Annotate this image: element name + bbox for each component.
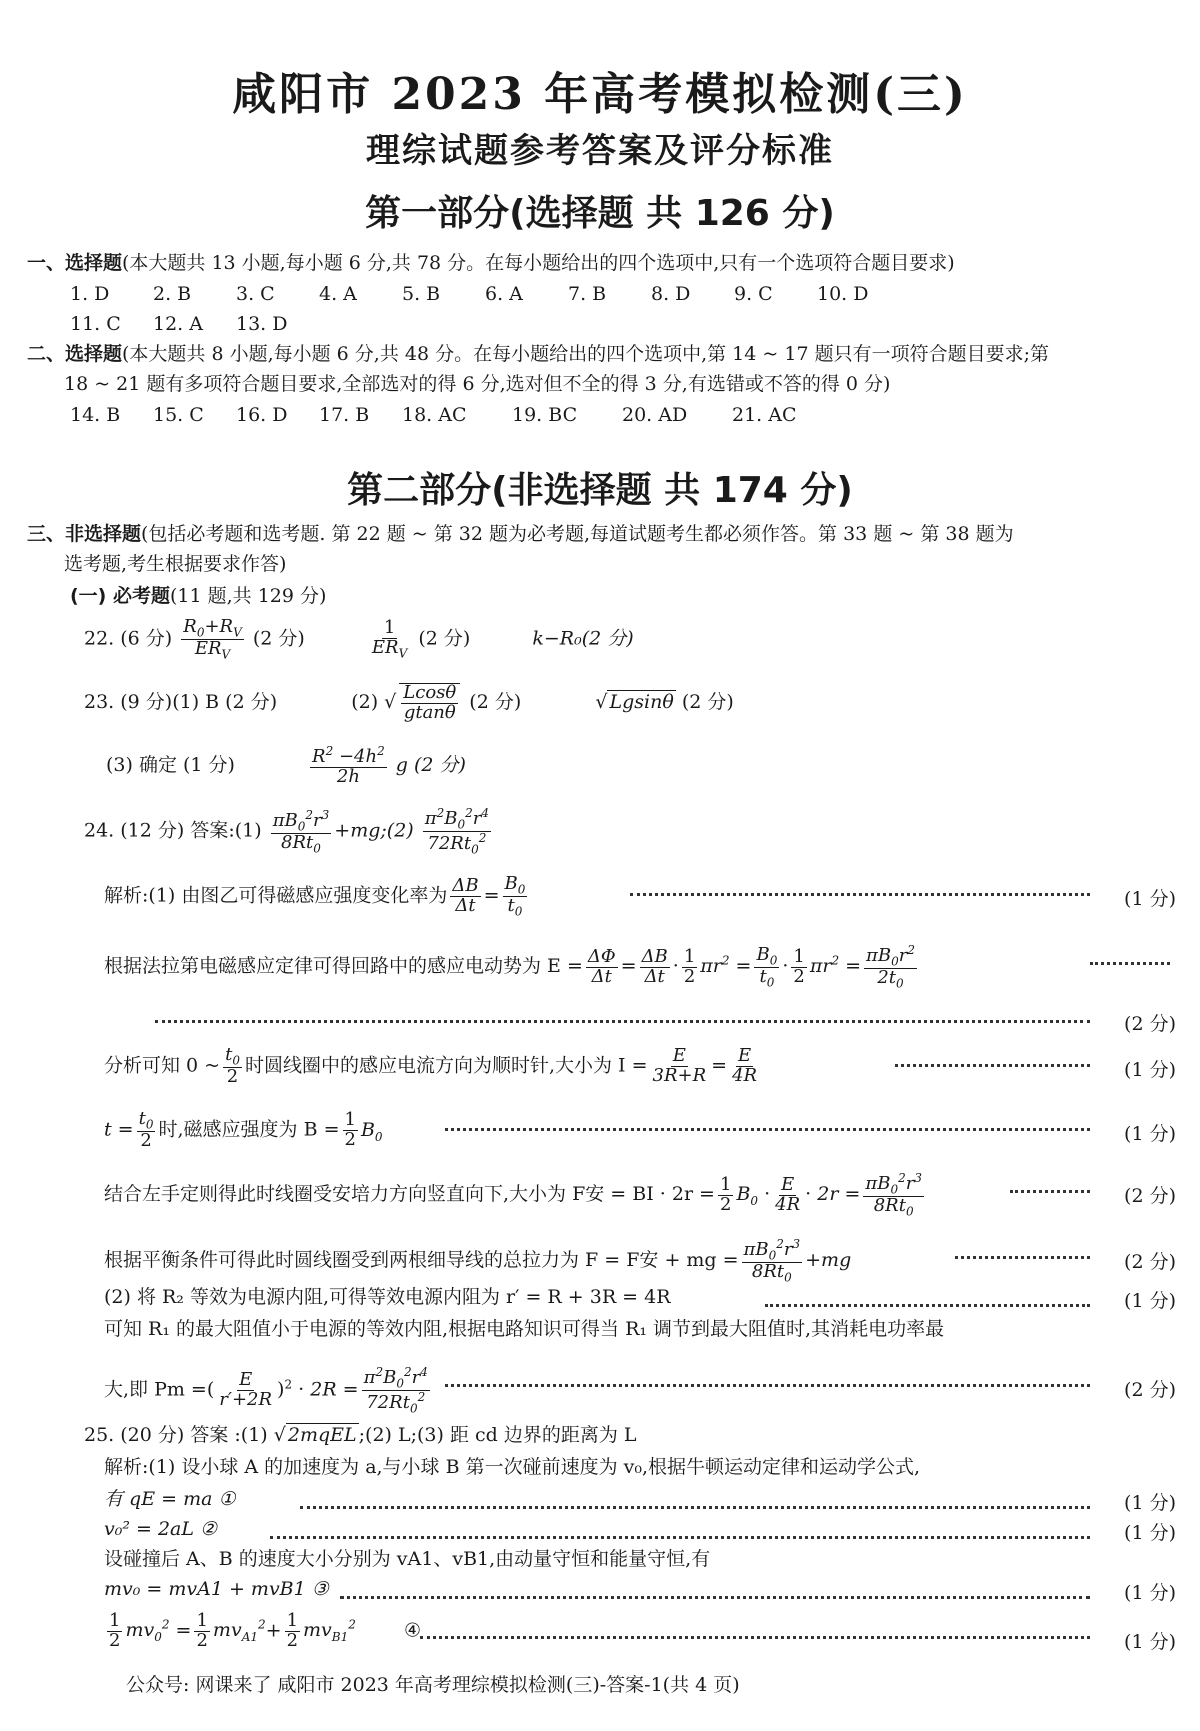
q22-formula-1: $\frac{R_0+R_V}{ER_V}$	[183, 616, 242, 662]
q25-line6: $\frac{1}{2}$ $mv_0^2$ = $\frac{1}{2}$ $mv_{A1}^2+$ $\frac{1}{2}$ $mv_{B1}^2$ ④	[109, 1610, 422, 1651]
q24-formula-3c: $\frac{E}{4R}$	[732, 1045, 758, 1087]
q24-score-8: (2 分)	[1124, 1379, 1176, 1401]
dot-leader	[765, 1304, 1090, 1307]
q24-line9: 大,即 Pm =( $\frac{E}{r'+2R}$ )$^2$ · 2R = $\frac{\pi^2B_0^2r^4}{72Rt_0^2}$	[104, 1365, 428, 1416]
section3-text: (包括必考题和选考题. 第 22 题 ~ 第 32 题为必考题,每道试题考生都必须作答。第 33 题 ~ 第 38 题为	[141, 523, 1014, 545]
dot-leader	[445, 1384, 1090, 1387]
q24-score-2: (2 分)	[1124, 1013, 1176, 1035]
q24-line1-text: 解析:(1) 由图乙可得磁感应强度变化率为	[104, 884, 448, 907]
required-text: (11 题,共 129 分)	[169, 585, 327, 607]
section1-label: 一、选择题	[27, 252, 123, 274]
q25-formula-6c: $\frac{1}{2}$	[286, 1610, 299, 1651]
answer-item: 19. BC	[512, 404, 578, 426]
q25-answer: 25. (20 分) 答案 :(1) √ 2mqEL ;(2) L;(3) 距 cd 边界的距离为 L	[84, 1424, 637, 1446]
page-footer: 公众号: 网课来了 咸阳市 2023 年高考理综模拟检测(三)-答案-1(共 4 页)	[126, 1674, 740, 1696]
q22-score-1: (2 分)	[252, 627, 305, 650]
q25-line1: 解析:(1) 设小球 A 的加速度为 a,与小球 B 第一次碰前速度为 v₀,根据牛顿运动定律和运动学公式,	[104, 1456, 921, 1478]
q23-formula-3: $\frac{R^2 -4h^2}{2h}$	[312, 744, 385, 787]
section2-label: 二、选择题	[27, 343, 123, 365]
q22-score-3: k−R₀(2 分)	[532, 627, 634, 650]
answer-item: 6. A	[485, 283, 523, 305]
dot-leader	[340, 1596, 1090, 1599]
answer-item: 12. A	[153, 313, 203, 335]
q23-score-3: (2 分)	[681, 690, 734, 713]
q24-line5: 结合左手定则得此时线圈受安培力方向竖直向下,大小为 F安 = BI · 2r = $\frac{1}{2}$ $B_0$ · $\frac{E}{4R}$ · 2r = $\frac{\pi B_0^2r^3}{8Rt_0}$	[104, 1171, 922, 1219]
required-heading	[70, 585, 326, 608]
q24-line8: 可知 R₁ 的最大阻值小于电源的等效内阻,根据电路知识可得当 R₁ 调节到最大阻值时,其消耗电功率最	[104, 1318, 945, 1340]
dot-leader	[420, 1636, 1090, 1639]
q24-formula-2b: $\frac{\Delta B}{\Delta t}$	[641, 945, 668, 987]
q23-formula-2: Lgsinθ	[609, 690, 674, 713]
section3-intro	[27, 523, 1014, 546]
dot-leader	[300, 1506, 1090, 1509]
q24-line3-text: 分析可知 0 ~	[104, 1054, 221, 1077]
section1-answers-row2	[70, 313, 319, 336]
q22-score-2: (2 分)	[418, 627, 471, 650]
q24-line6-text: 根据平衡条件可得此时圆线圈受到两根细导线的总拉力为 F = F安 + mg =	[104, 1249, 739, 1272]
answer-item: 18. AC	[402, 404, 467, 426]
section2-answers	[70, 404, 842, 427]
q25-line2: 有 qE = ma ①	[104, 1488, 236, 1510]
answer-item: 17. B	[319, 404, 370, 426]
q24-line4-text-b: 时,磁感应强度为 B =	[158, 1118, 340, 1141]
answer-item: 14. B	[70, 404, 121, 426]
q22-answer	[84, 618, 634, 661]
section3-label: 三、非选择题	[27, 523, 142, 545]
page-title: 咸阳市 2023 年高考模拟检测(三)	[232, 69, 968, 120]
answer-item: 20. AD	[622, 404, 688, 426]
q24-line5-text: 结合左手定则得此时线圈受安培力方向竖直向下,大小为 F安 = BI · 2r =	[104, 1183, 715, 1206]
q23-formula-1: $\frac{Lcos\theta}{gtan\theta}$	[399, 683, 460, 723]
q24-score-1: (1 分)	[1124, 888, 1176, 910]
section3-text-cont: 选考题,考生根据要求作答)	[64, 553, 287, 575]
answer-item: 5. B	[402, 283, 441, 305]
dot-leader	[955, 1256, 1090, 1259]
q22-formula-2: $\frac{1}{ER_V}$	[371, 617, 408, 661]
page-subtitle: 理综试题参考答案及评分标准	[366, 131, 834, 171]
q25-score-3: (1 分)	[1124, 1582, 1176, 1604]
q24-formula-2f: $\frac{\pi B_0r^2}{2t_0}$	[866, 943, 915, 991]
q25-score-2: (1 分)	[1124, 1522, 1176, 1544]
q24-formula-2c: $\frac{1}{2}$	[683, 945, 696, 987]
section1-text: (本大题共 13 小题,每小题 6 分,共 78 分。在每小题给出的四个选项中,只有一个选项符合题目要求)	[122, 252, 955, 274]
q25-line4: 设碰撞后 A、B 的速度大小分别为 vA1、vB1,由动量守恒和能量守恒,有	[104, 1548, 711, 1570]
q24-formula-4b: $\frac{1}{2}$	[344, 1109, 356, 1151]
q25-formula-6a: $\frac{1}{2}$	[109, 1610, 121, 1651]
q24-score-3: (1 分)	[1124, 1059, 1176, 1081]
dot-leader	[1090, 962, 1170, 965]
q24-formula-2d: $\frac{B_0}{t_0}$	[756, 943, 778, 990]
answer-item: 7. B	[568, 283, 607, 305]
q24-line9-text: 大,即 Pm =	[104, 1378, 207, 1401]
q24-formula-6: $\frac{\pi B_0^2r^3}{8Rt_0}$	[743, 1237, 801, 1285]
answer-item: 11. C	[70, 313, 121, 335]
q24-formula-5c: $\frac{\pi B_0^2r^3}{8Rt_0}$	[865, 1171, 922, 1219]
q24-line3: 分析可知 0 ~ $\frac{t_0}{2}$ 时圆线圈中的感应电流方向为顺时针,大小为 I = $\frac{E}{3R+R}$ = $\frac{E}{4R}$	[104, 1044, 758, 1088]
answer-item: 10. D	[817, 283, 869, 305]
q24-formula-5: $\frac{1}{2}$	[719, 1173, 732, 1215]
dot-leader	[155, 1020, 1090, 1023]
dot-leader	[1010, 1190, 1090, 1193]
dot-leader	[445, 1128, 1090, 1131]
dot-leader	[630, 893, 1090, 896]
section2-text-cont: 18 ~ 21 题有多项符合题目要求,全部选对的得 6 分,选对但不全的得 3 分,有选错或不答的得 0 分)	[64, 373, 891, 395]
section1-intro	[27, 252, 955, 275]
answer-item: 16. D	[236, 404, 288, 426]
q24-score-7: (1 分)	[1124, 1290, 1176, 1312]
answer-item: 2. B	[153, 283, 192, 305]
section1-answers-row1	[70, 283, 900, 306]
section2-intro	[27, 343, 1049, 366]
q23-part3	[106, 745, 466, 787]
q23-label: 23. (9 分)(1) B (2 分)	[84, 690, 278, 713]
dot-leader	[895, 1064, 1090, 1067]
answer-item: 1. D	[70, 283, 110, 305]
q24-formula-1b: $\frac{B_0}{t_0}$	[504, 873, 526, 919]
q25-score-1: (1 分)	[1124, 1492, 1176, 1514]
part2-heading: 第二部分(非选择题 共 174 分)	[347, 470, 853, 511]
q24-line2-text: 根据法拉第电磁感应定律可得回路中的感应电动势为 E =	[104, 955, 583, 978]
q24-line7: (2) 将 R₂ 等效为电源内阻,可得等效电源内阻为 r′ = R + 3R = 4R	[104, 1286, 671, 1308]
q25-formula-a1: 2mqEL	[287, 1424, 357, 1446]
q25-marker-4: ④	[403, 1619, 422, 1642]
answer-item: 8. D	[651, 283, 691, 305]
q24-score-5: (2 分)	[1124, 1185, 1176, 1207]
q24-line4-text: t =	[104, 1118, 134, 1141]
q25-label: 25. (20 分) 答案 :(1)	[84, 1424, 268, 1446]
answer-item: 4. A	[319, 283, 357, 305]
q24-line6: 根据平衡条件可得此时圆线圈受到两根细导线的总拉力为 F = F安 + mg = $\frac{\pi B_0^2r^3}{8Rt_0}$ +mg	[104, 1237, 852, 1285]
q24-formula-5b: $\frac{E}{4R}$	[775, 1173, 801, 1215]
q24-mid: +mg;(2)	[334, 819, 414, 842]
q25-formula-6b: $\frac{1}{2}$	[196, 1610, 208, 1651]
dot-leader	[270, 1536, 1090, 1539]
q23-part2: (2)	[351, 690, 379, 713]
q25-line3: v₀² = 2aL ②	[104, 1518, 218, 1540]
q23-part3-text: (3) 确定 (1 分)	[106, 753, 235, 776]
answer-item: 3. C	[236, 283, 275, 305]
section2-text: (本大题共 8 小题,每小题 6 分,共 48 分。在每小题给出的四个选项中,第 14 ~ 17 题只有一项符合题目要求;第	[122, 343, 1049, 365]
q24-formula-2: $\frac{\Delta\Phi}{\Delta t}$	[587, 945, 616, 987]
answer-item: 13. D	[236, 313, 288, 335]
q24-formula-4: $\frac{t_0}{2}$	[138, 1108, 154, 1152]
q23-score-2: (2 分)	[469, 690, 522, 713]
q24-formula-3: $\frac{t_0}{2}$	[225, 1044, 240, 1088]
q25-line5: mv₀ = mvA1 + mvB1 ③	[104, 1578, 329, 1600]
q24-formula-9b: $\frac{\pi^2B_0^2r^4}{72Rt_0^2}$	[363, 1365, 428, 1416]
part1-heading: 第一部分(选择题 共 126 分)	[365, 193, 835, 234]
q23-answer: 23. (9 分)(1) B (2 分) (2) √ $\frac{Lcos\theta}{gtan\theta}$ (2 分) √ Lgsinθ (2 分)	[84, 682, 734, 723]
q24-line3-text-b: 时圆线圈中的感应电流方向为顺时针,大小为 I =	[244, 1054, 648, 1077]
q24-line2: 根据法拉第电磁感应定律可得回路中的感应电动势为 E = $\frac{\Delta\Phi}{\Delta t}$ = $\frac{\Delta B}{\Delta t}$ · $\frac{1}{2}$ $\pi r^2$ = $\frac{B_0}{t_0}$ · $\frac{1}{2}$ $\pi r^2$ = $\frac{\pi B_0r^2}{2t_0}$	[104, 943, 915, 991]
q23-score-4: g (2 分)	[395, 753, 466, 776]
q24-line1: 解析:(1) 由图乙可得磁感应强度变化率为 $\frac{\Delta B}{\Delta t}$ = $\frac{B_0}{t_0}$	[104, 873, 526, 919]
q22-label: 22. (6 分)	[84, 627, 173, 650]
answer-item: 21. AC	[732, 404, 797, 426]
q24-formula-9: $\frac{E}{r'+2R}$	[219, 1369, 273, 1411]
q24-formula-3b: $\frac{E}{3R+R}$	[652, 1045, 707, 1087]
q24-formula-1: $\frac{\Delta B}{\Delta t}$	[452, 875, 479, 917]
answer-item: 9. C	[734, 283, 773, 305]
q24-formula-a2: $\frac{\pi^2B_0^2r^4}{72Rt_0^2}$	[424, 806, 490, 857]
q25-score-4: (1 分)	[1124, 1631, 1176, 1653]
q24-line4: t = $\frac{t_0}{2}$ 时,磁感应强度为 B = $\frac{1}{2}$ $B_0$	[104, 1108, 383, 1152]
q24-answer	[84, 807, 494, 856]
answer-item: 15. C	[153, 404, 204, 426]
q24-score-4: (1 分)	[1124, 1123, 1176, 1145]
required-label: (一) 必考题	[70, 585, 170, 607]
q24-formula-2e: $\frac{1}{2}$	[793, 945, 805, 987]
q24-label: 24. (12 分) 答案:(1)	[84, 819, 262, 842]
q24-score-6: (2 分)	[1124, 1251, 1176, 1273]
q24-formula-a1: $\frac{\pi B_0^2r^3}{8Rt_0}$	[272, 807, 330, 856]
q25-answer-rest: ;(2) L;(3) 距 cd 边界的距离为 L	[358, 1424, 637, 1446]
